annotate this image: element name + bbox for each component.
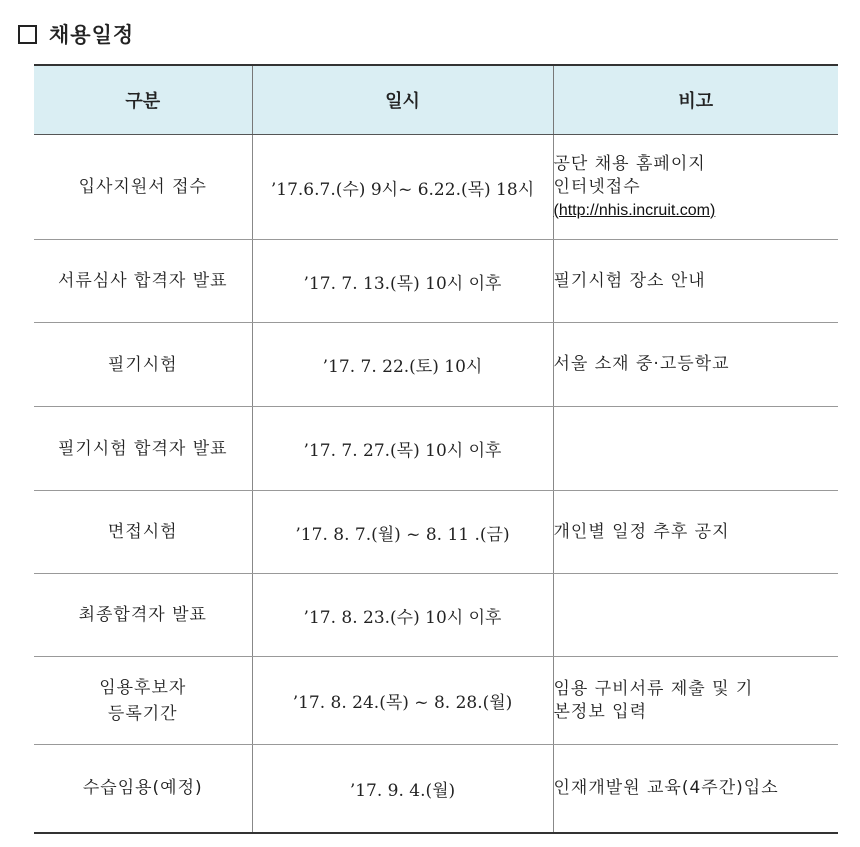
date-cell: ’17. 8. 7.(월) ~ 8. 11 .(금) bbox=[252, 491, 553, 574]
date-cell: ’17.6.7.(수) 9시~ 6.22.(목) 18시 bbox=[252, 135, 553, 240]
note-text: 개인별 일정 추후 공지 bbox=[553, 521, 730, 542]
category-cell bbox=[34, 240, 252, 323]
category-cell bbox=[34, 323, 252, 407]
note-text: 필기시험 장소 안내 bbox=[553, 270, 706, 291]
note-text: 본정보 입력 bbox=[553, 701, 648, 722]
category-text: 임용후보자 bbox=[99, 677, 187, 698]
table-row bbox=[34, 657, 838, 745]
table-row bbox=[34, 323, 838, 407]
category-text: 필기시험 bbox=[107, 354, 178, 375]
note-cell bbox=[553, 407, 838, 491]
category-text: 등록기간 bbox=[107, 703, 178, 724]
note-cell bbox=[553, 491, 838, 574]
section-title: 채용일정 bbox=[49, 23, 135, 47]
homepage-link[interactable]: (http://nhis.incruit.com) bbox=[553, 201, 716, 219]
table-row bbox=[34, 407, 838, 491]
note-cell bbox=[553, 657, 838, 745]
note-cell bbox=[553, 323, 838, 407]
date-cell: ’17. 7. 13.(목) 10시 이후 bbox=[252, 240, 553, 323]
category-cell bbox=[34, 491, 252, 574]
table-row bbox=[34, 491, 838, 574]
category-text: 면접시험 bbox=[107, 522, 178, 542]
note-text: 인터넷접수 bbox=[553, 176, 641, 197]
table-row bbox=[34, 745, 838, 833]
category-text: 필기시험 합격자 발표 bbox=[57, 438, 228, 459]
table-row bbox=[34, 574, 838, 657]
table-row bbox=[34, 240, 838, 323]
category-cell bbox=[34, 745, 252, 833]
note-cell bbox=[553, 574, 838, 657]
checkbox-icon bbox=[18, 25, 37, 44]
category-text: 최종합격자 발표 bbox=[78, 605, 207, 625]
note-text: 임용 구비서류 제출 및 기 bbox=[553, 678, 754, 699]
date-cell: ’17. 8. 23.(수) 10시 이후 bbox=[252, 574, 553, 657]
header-date: 일시 bbox=[252, 65, 553, 135]
category-text: 입사지원서 접수 bbox=[78, 177, 207, 197]
category-text: 서류심사 합격자 발표 bbox=[57, 271, 228, 291]
date-cell: ’17. 8. 24.(목) ~ 8. 28.(월) bbox=[252, 657, 553, 745]
recruitment-schedule-table bbox=[34, 64, 838, 834]
category-text: 수습임용(예정) bbox=[82, 778, 203, 799]
category-cell bbox=[34, 574, 252, 657]
table-row bbox=[34, 135, 838, 240]
note-cell bbox=[553, 135, 838, 240]
date-cell: ’17. 7. 22.(토) 10시 bbox=[252, 323, 553, 407]
note-text: 서울 소재 중·고등학교 bbox=[553, 354, 730, 374]
section-header bbox=[18, 18, 134, 50]
note-text: 인재개발원 교육(4주간)입소 bbox=[553, 777, 779, 798]
category-cell bbox=[34, 657, 252, 745]
date-cell: ’17. 7. 27.(목) 10시 이후 bbox=[252, 407, 553, 491]
date-cell: ’17. 9. 4.(월) bbox=[252, 745, 553, 833]
category-cell bbox=[34, 135, 252, 240]
header-category: 구분 bbox=[34, 65, 252, 135]
header-note: 비고 bbox=[553, 65, 838, 135]
header-row bbox=[34, 65, 838, 135]
note-text: 공단 채용 홈페이지 bbox=[553, 153, 706, 174]
category-cell bbox=[34, 407, 252, 491]
note-cell bbox=[553, 240, 838, 323]
note-cell bbox=[553, 745, 838, 833]
